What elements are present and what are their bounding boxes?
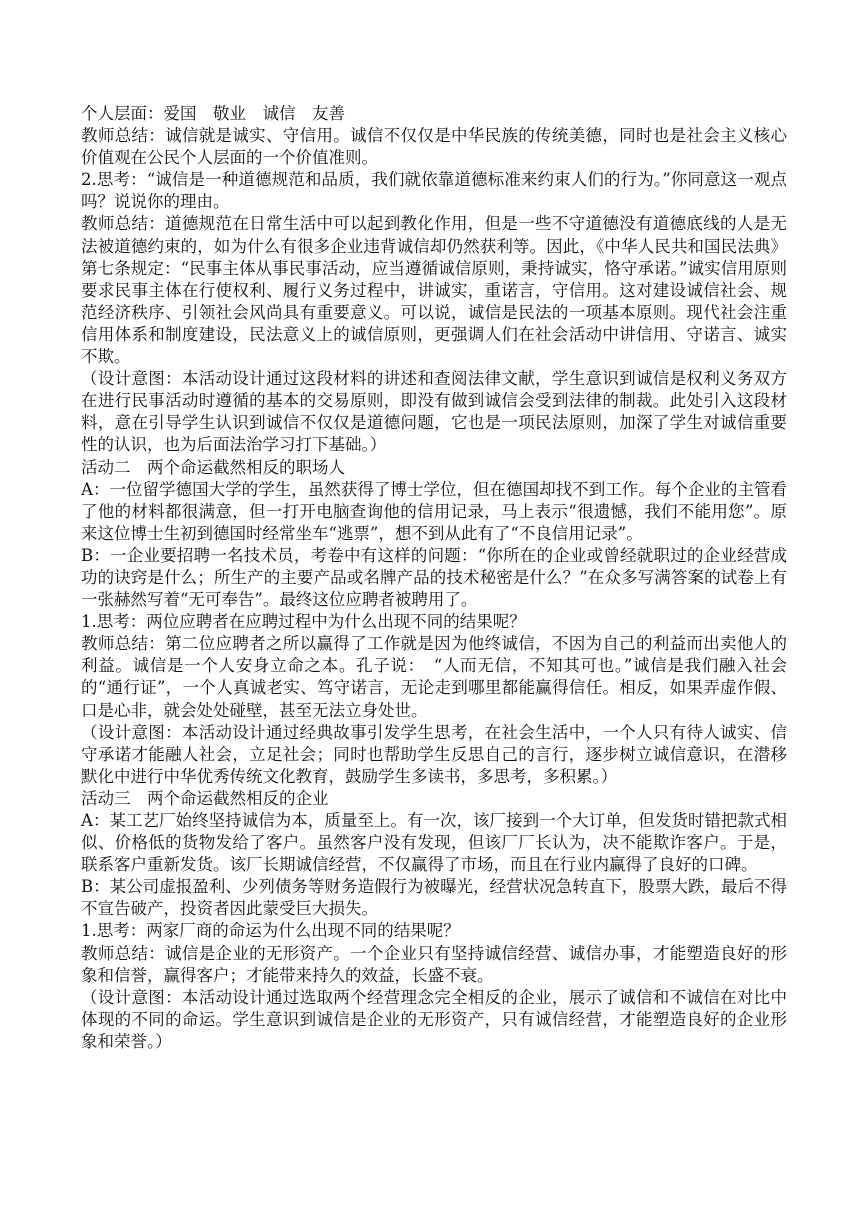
document-page xyxy=(81,103,787,1053)
paragraph-design-intent-2: （设计意图：本活动设计通过经典故事引发学生思考，在社会生活中，一个人只有待人诚实、信守承诺才能融人社会，立足社会；同时也帮助学生反思自己的言行，逐步树立诚信意识，在潜移默化中进行中华优秀传统文化教育，鼓励学生多读书，多思考，多积累。） xyxy=(81,722,787,786)
paragraph-question-1a: 1.思考：两位应聘者在应聘过程中为什么出现不同的结果呢？ xyxy=(81,612,526,632)
paragraph-teacher-summary-1: 教师总结：诚信就是诚实、守信用。诚信不仅仅是中华民族的传统美德，同时也是社会主义核心价值观在公民个人层面的一个价值准则。 xyxy=(81,126,787,168)
paragraph-teacher-summary-3: 教师总结：第二位应聘者之所以赢得了工作就是因为他终诚信，不因为自己的利益而出卖他人的利益。诚信是一个人安身立命之本。孔子说： “人而无信，不知其可也。”诚信是我们融入社会的“通行证”，一个人真诚老实、笃守诺言，无论走到哪里都能赢得信任。相反，如果弄虚作假、口是心非，就会处处碰壁，甚至无法立身处世。 xyxy=(81,634,787,720)
paragraph-question-2: 2.思考：“诚信是一种道德规范和品质，我们就依靠道德标准来约束人们的行为。”你同意这一观点吗？说说你的理由。 xyxy=(81,170,787,212)
paragraph-case-b-2: B：某公司虚报盈利、少列债务等财务造假行为被曝光，经营状况急转直下，股票大跌，最后不得不宣告破产，投资者因此蒙受巨大损失。 xyxy=(81,877,787,919)
paragraph-teacher-summary-2: 教师总结：道德规范在日常生活中可以起到教化作用，但是一些不守道德没有道德底线的人是无法被道德约束的，如为什么有很多企业违背诚信却仍然获利等。因此，《中华人民共和国民法典》第七条规定：“民事主体从事民事活动，应当遵循诚信原则，秉持诚实，恪守承诺。”诚实信用原则要求民事主体在行使权利、履行义务过程中，讲诚实，重诺言，守信用。这对建设诚信社会、规范经济秩序、引领社会风尚具有重要意义。可以说，诚信是民法的一项基本原则。现代社会注重信用体系和制度建设，民法意义上的诚信原则，更强调人们在社会活动中讲信用、守诺言、诚实不欺。 xyxy=(81,214,787,367)
heading-activity-2: 活动二 两个命运截然相反的职场人 xyxy=(81,457,345,477)
paragraph-case-a-1: A：一位留学德国大学的学生，虽然获得了博士学位，但在德国却找不到工作。每个企业的主管看了他的材料都很满意，但一打开电脑查询他的信用记录，马上表示“很遗憾，我们不能用您”。原来这位博士生初到德国时经常坐车“逃票”，想不到从此有了“不良信用记录”。 xyxy=(81,479,787,543)
paragraph-design-intent-3: （设计意图：本活动设计通过选取两个经营理念完全相反的企业，展示了诚信和不诚信在对比中体现的不同的命运。学生意识到诚信是企业的无形资产，只有诚信经营，才能塑造良好的企业形象和荣誉。） xyxy=(81,987,787,1051)
paragraph-case-a-2: A：某工艺厂始终坚持诚信为本，质量至上。有一次，该厂接到一个大订单，但发货时错把款式相似、价格低的货物发给了客户。虽然客户没有发现，但该厂厂长认为，决不能欺诈客户。于是，联系客户重新发货。该厂长期诚信经营，不仅赢得了市场，而且在行业内赢得了良好的口碑。 xyxy=(81,811,787,875)
paragraph-case-b-1: B：一企业要招聘一名技术员，考卷中有这样的问题：“你所在的企业或曾经就职过的企业经营成功的诀窍是什么；所生产的主要产品或名牌产品的技术秘密是什么？”在众多写满答案的试卷上有一张赫然写着“无可奉告”。最终这位应聘者被聘用了。 xyxy=(81,545,787,610)
paragraph-teacher-summary-4: 教师总结：诚信是企业的无形资产。一个企业只有坚持诚信经营、诚信办事，才能塑造良好的形象和信誉，赢得客户；才能带来持久的效益，长盛不衰。 xyxy=(81,943,787,985)
paragraph-design-intent-1: （设计意图：本活动设计通过这段材料的讲述和查阅法律文献，学生意识到诚信是权利义务双方在进行民事活动时遵循的基本的交易原则，即没有做到诚信会受到法律的制裁。此处引入这段材料，意在引导学生认识到诚信不仅仅是道德问题，它也是一项民法原则，加深了学生对诚信重要性的认识，也为后面法治学习打下基础。） xyxy=(81,369,787,455)
heading-activity-3: 活动三 两个命运截然相反的企业 xyxy=(81,788,329,808)
paragraph-personal-level: 个人层面：爱国 敬业 诚信 友善 xyxy=(81,104,345,123)
paragraph-question-1b: 1.思考：两家厂商的命运为什么出现不同的结果呢？ xyxy=(81,921,460,941)
